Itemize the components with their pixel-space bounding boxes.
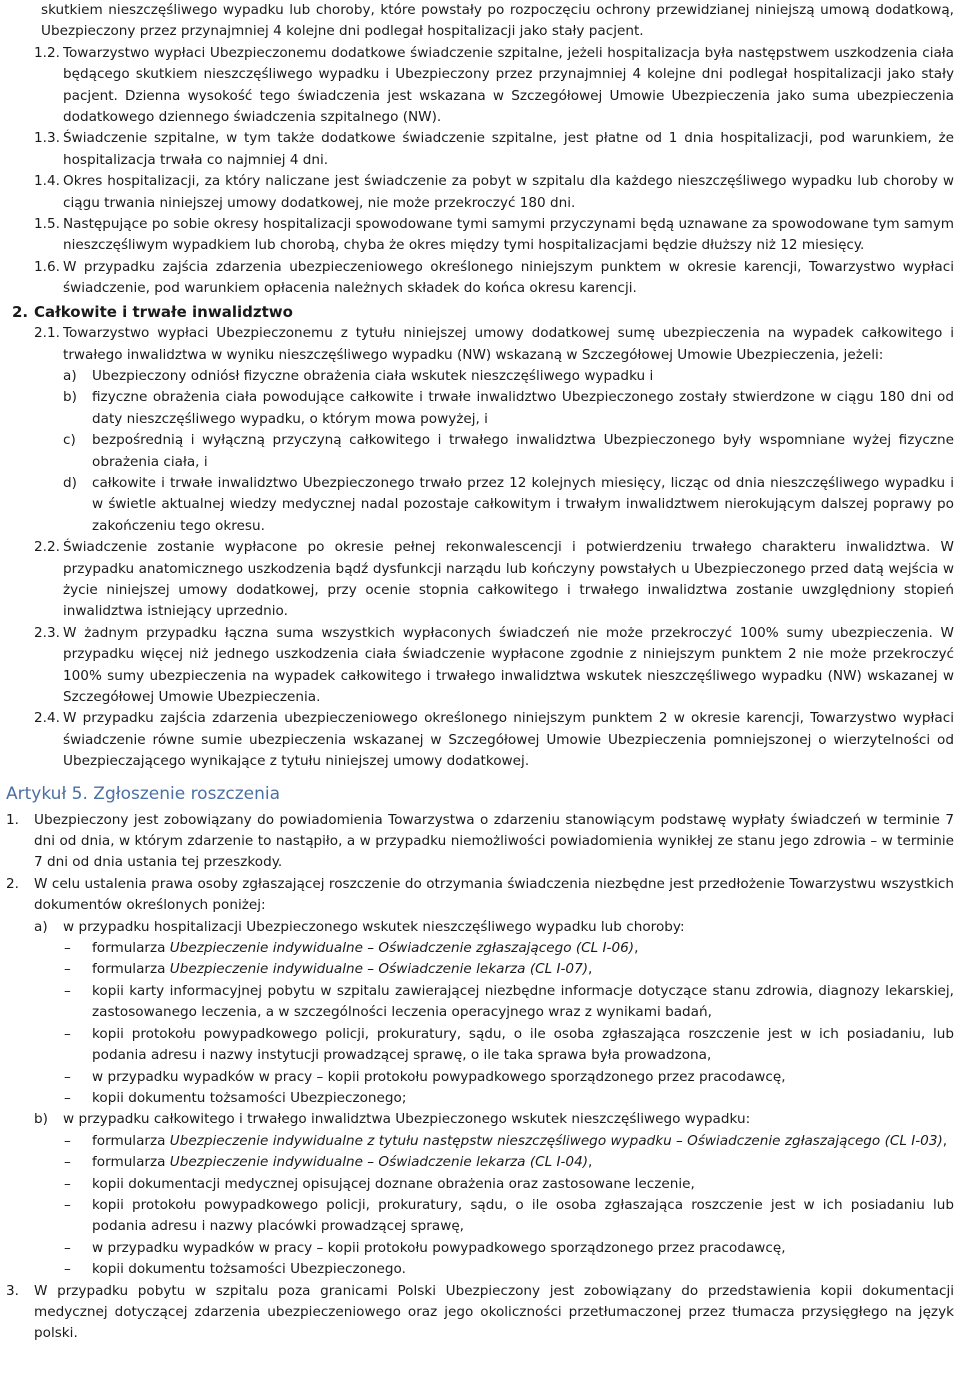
clause-2-3 <box>6 623 954 709</box>
form-title: Ubezpieczenie indywidualne – Oświadczenie lekarza (CL I-07) <box>169 961 589 978</box>
clause-1-2 <box>6 43 954 129</box>
clause-2-4 <box>6 708 954 772</box>
paragraph-continuation: skutkiem nieszczęśliwego wypadku lub choroby, które powstały po rozpoczęciu ochrony przewidzianej niniejszą umową dodatkową, Ubezpieczony przez przynajmniej 4 kolejne dni podlegał hospitalizacji jako stały pacjent. <box>41 2 954 40</box>
form-title: Ubezpieczenie indywidualne – Oświadczenie zgłaszającego (CL I-06) <box>169 940 635 957</box>
item-text: Ubezpieczony odniósł fizyczne obrażenia ciała wskutek nieszczęśliwego wypadku i <box>92 367 654 384</box>
item-text: bezpośrednią i wyłączną przyczyną całkowitego i trwałego inwalidztwa Ubezpieczonego były wspomniane wyżej fizyczne obrażenia ciała, i <box>92 432 954 470</box>
section-title: Całkowite i trwałe inwalidztwo <box>34 302 293 321</box>
item-text: w przypadku wypadków w pracy – kopii protokołu powypadkowego sporządzonego przez pracodawcę, <box>92 1239 786 1256</box>
clause-text: Świadczenie szpitalne, w tym także dodatkowe świadczenie szpitalne, jest płatne od 1 dnia hospitalizacji, pod warunkiem, że hospitalizacja trwała co najmniej 4 dni. <box>63 130 954 168</box>
article-5-item-2-a <box>6 917 954 938</box>
item-text: W przypadku pobytu w szpitalu poza granicami Polski Ubezpieczony jest zobowiązany do przedstawienia kopii dokumentacji medycznej dotyczącej zdarzenia ubezpieczeniowego oraz jego okoliczności przetłumaczonej przez tłumacza przysięgłego na język polski. <box>34 1282 954 1342</box>
article-5-item-1 <box>6 810 954 874</box>
clause-1-5 <box>6 214 954 257</box>
list-item <box>6 938 954 959</box>
item-text-pre: formularza <box>92 1154 170 1171</box>
dash-bullet: – <box>64 1239 71 1256</box>
item-letter: a) <box>34 918 48 935</box>
item-text: fizyczne obrażenia ciała powodujące całkowite i trwałe inwalidztwo Ubezpieczonego zostały stwierdzone w ciągu 180 dni od daty nieszczęśliwego wypadku, o którym mowa powyżej, i <box>92 389 954 427</box>
list-item <box>6 1195 954 1238</box>
item-letter: b) <box>63 389 77 406</box>
clause-2-1-d <box>6 473 954 537</box>
clause-number: 2.1. <box>34 325 60 342</box>
dash-bullet: – <box>64 1089 71 1106</box>
list-item <box>6 981 954 1024</box>
clause-text: Świadczenie zostanie wypłacone po okresie pełnej rekonwalescencji i potwierdzeniu trwałego charakteru inwalidztwa. W przypadku anatomicznego uszkodzenia bądź dysfunkcji narządu lub kończyny powstałych u Ubezpieczonego przed datą wejścia w życie niniejszej umowy dodatkowej, przy ocenie stopnia całkowitego i trwałego inwalidztwa zostanie uwzględniony stopień inwalidztwa istniejący uprzednio. <box>63 539 954 620</box>
list-item <box>6 1131 954 1152</box>
item-text-pre: formularza <box>92 1132 170 1149</box>
clause-1-6 <box>6 257 954 300</box>
clause-1-4 <box>6 171 954 214</box>
item-number: 1. <box>6 811 19 828</box>
item-letter: d) <box>63 474 77 491</box>
item-text: w przypadku całkowitego i trwałego inwalidztwa Ubezpieczonego wskutek nieszczęśliwego wypadku: <box>63 1111 751 1128</box>
item-text: kopii dokumentu tożsamości Ubezpieczonego. <box>92 1261 406 1278</box>
clause-text: Okres hospitalizacji, za który naliczane jest świadczenie za pobyt w szpitalu dla każdego nieszczęśliwego wypadku lub choroby w ciągu trwania niniejszej umowy dodatkowej, nie może przekroczyć 180 dni. <box>63 173 954 211</box>
list-item <box>6 959 954 980</box>
clause-number: 2.4. <box>34 710 60 727</box>
clause-number: 1.2. <box>34 44 60 61</box>
clause-2-1-b <box>6 387 954 430</box>
article-5-item-3 <box>6 1281 954 1345</box>
item-text-post: , <box>588 961 593 978</box>
item-letter: b) <box>34 1111 48 1128</box>
list-item <box>6 1259 954 1280</box>
dash-bullet: – <box>64 940 71 957</box>
clause-text: W przypadku zajścia zdarzenia ubezpieczeniowego określonego niniejszym punktem w okresie karencji, Towarzystwo wypłaci świadczenie, pod warunkiem opłacenia należnych składek do końca okresu karencji. <box>63 258 954 297</box>
clause-2-2 <box>6 537 954 623</box>
clause-number: 1.3. <box>34 130 60 147</box>
item-text: w przypadku hospitalizacji Ubezpieczonego wskutek nieszczęśliwego wypadku lub choroby: <box>63 918 685 935</box>
item-text: całkowite i trwałe inwalidztwo Ubezpieczonego trwało przez 12 kolejnych miesięcy, licząc od dnia nieszczęśliwego wypadku i w świetle aktualnej wiedzy medycznej nadal pozostaje całkowitym i trwałym inwalidztwem nierokującym dalszej poprawy po zakończeniu tego okresu. <box>92 474 954 534</box>
clause-number: 2.3. <box>34 624 60 641</box>
dash-bullet: – <box>64 1261 71 1278</box>
article-5-item-2-b <box>6 1109 954 1130</box>
clause-number: 2.2. <box>34 539 60 556</box>
clause-2-1-c <box>6 430 954 473</box>
clause-2-1-a <box>6 366 954 387</box>
clause-2-1 <box>6 323 954 366</box>
item-letter: a) <box>63 367 77 384</box>
item-number: 3. <box>6 1282 19 1299</box>
clause-number: 1.4. <box>34 173 60 190</box>
section-2-heading <box>6 302 954 323</box>
clause-text: Towarzystwo wypłaci Ubezpieczonemu z tytułu niniejszej umowy dodatkowej sumę ubezpieczenia na wypadek całkowitego i trwałego inwalidztwa w wyniku nieszczęśliwego wypadku (NW) wskazaną w Szczegółowej Umowie Ubezpieczenia, jeżeli: <box>63 325 954 363</box>
item-text-post: , <box>588 1154 593 1171</box>
article-5-heading: Artykuł 5. Zgłoszenie roszczenia <box>6 783 281 804</box>
item-text-pre: formularza <box>92 940 170 957</box>
item-text: kopii dokumentacji medycznej opisującej doznane obrażenia oraz zastosowane leczenie, <box>92 1175 695 1192</box>
item-text: kopii dokumentu tożsamości Ubezpieczonego; <box>92 1089 407 1106</box>
dash-bullet: – <box>64 1132 71 1149</box>
item-text: kopii protokołu powypadkowego policji, prokuratury, sądu, o ile osoba zgłaszająca roszczenie jest w ich posiadaniu lub podania adresu i nazwy placówki prowadzącej sprawę, <box>92 1196 954 1235</box>
dash-bullet: – <box>64 1068 71 1085</box>
item-text-post: , <box>634 940 639 957</box>
list-item <box>6 1067 954 1088</box>
dash-bullet: – <box>64 1196 71 1213</box>
dash-bullet: – <box>64 982 71 999</box>
clause-1-3 <box>6 128 954 171</box>
clause-text: Towarzystwo wypłaci Ubezpieczonemu dodatkowe świadczenie szpitalne, jeżeli hospitalizacja była następstwem uszkodzenia ciała będącego skutkiem nieszczęśliwego wypadku i Ubezpieczony przez przynajmniej 4 kolejne dni podlegał hospitalizacji jako stały pacjent. Dzienna wysokość tego świadczenia jest wskazana w Szczegółowej Umowie Ubezpieczenia jako suma ubezpieczenia dodatkowego dziennego świadczenia szpitalnego (NW). <box>63 44 954 126</box>
list-item <box>6 1024 954 1067</box>
item-text: kopii protokołu powypadkowego policji, prokuratury, sądu, o ile osoba zgłaszająca roszczenie jest w ich posiadaniu, lub podania adresu i nazwy instytucji prowadzącej sprawę, o ile taka sprawa była prowadzona, <box>92 1025 954 1064</box>
item-number: 2. <box>6 875 19 892</box>
item-text: W celu ustalenia prawa osoby zgłaszającej roszczenie do otrzymania świadczenia niezbędne jest przedłożenie Towarzystwu wszystkich dokumentów określonych poniżej: <box>34 875 954 914</box>
item-text: Ubezpieczony jest zobowiązany do powiadomienia Towarzystwa o zdarzeniu stanowiącym podstawę wypłaty świadczeń w terminie 7 dni od dnia, w którym zdarzenie to nastąpiło, a w przypadku niemożliwości powiadomienia wynikłej ze stanu jego zdrowia – w terminie 7 dni od dnia ustania tej przeszkody. <box>34 811 954 871</box>
item-letter: c) <box>63 432 76 449</box>
dash-bullet: – <box>64 1154 71 1171</box>
item-text-post: , <box>942 1132 948 1149</box>
list-item <box>6 1088 954 1109</box>
item-text: kopii karty informacyjnej pobytu w szpitalu zawierającej niezbędne informacje dotyczące stanu zdrowia, diagnozy lekarskiej, zastosowanego leczenia, a w szczególności leczenia operacyjnego wraz z wynikami badań, <box>92 982 954 1021</box>
clause-number: 1.5. <box>34 216 60 233</box>
dash-bullet: – <box>64 1175 71 1192</box>
article-5-item-2 <box>6 874 954 917</box>
form-title: Ubezpieczenie indywidualne z tytułu następstw nieszczęśliwego wypadku – Oświadczenie zgłaszającego (CL I-03) <box>169 1132 943 1149</box>
clause-text: W żadnym przypadku łączna suma wszystkich wypłaconych świadczeń nie może przekroczyć 100% sumy ubezpieczenia. W przypadku więcej niż jednego uszkodzenia ciała świadczenie wypłacone zgodnie z niniejszym punktem 2 nie może przekroczyć 100% sumy ubezpieczenia na wypadek całkowitego i trwałego inwalidztwa wskutek nieszczęśliwego wypadku (NW) wskazanej w Szczegółowej Umowie Ubezpieczenia. <box>63 624 954 705</box>
clause-number: 1.6. <box>34 258 60 275</box>
dash-bullet: – <box>64 1025 71 1042</box>
clause-text: Następujące po sobie okresy hospitalizacji spowodowane tymi samymi przyczynami będą uznawane za spowodowane tym samym nieszczęśliwym wypadkiem lub chorobą, chyba że okres między tymi hospitalizacjami będzie dłuższy niż 12 miesięcy. <box>63 216 954 254</box>
dash-bullet: – <box>64 961 71 978</box>
list-item <box>6 1152 954 1173</box>
list-item <box>6 1174 954 1195</box>
clause-text: W przypadku zajścia zdarzenia ubezpieczeniowego określonego niniejszym punktem 2 w okresie karencji, Towarzystwo wypłaci świadczenie równe sumie ubezpieczenia wskazanej w Szczegółowej Umowie Ubezpieczenia pomniejszonej o wierzytelności od Ubezpieczającego wynikające z tytułu niniejszej umowy dodatkowej. <box>63 710 954 770</box>
list-item <box>6 1238 954 1259</box>
item-text-pre: formularza <box>92 961 170 978</box>
form-title: Ubezpieczenie indywidualne – Oświadczenie lekarza (CL I-04) <box>169 1154 589 1171</box>
section-number: 2. <box>12 302 29 321</box>
item-text: w przypadku wypadków w pracy – kopii protokołu powypadkowego sporządzonego przez pracodawcę, <box>92 1068 786 1085</box>
